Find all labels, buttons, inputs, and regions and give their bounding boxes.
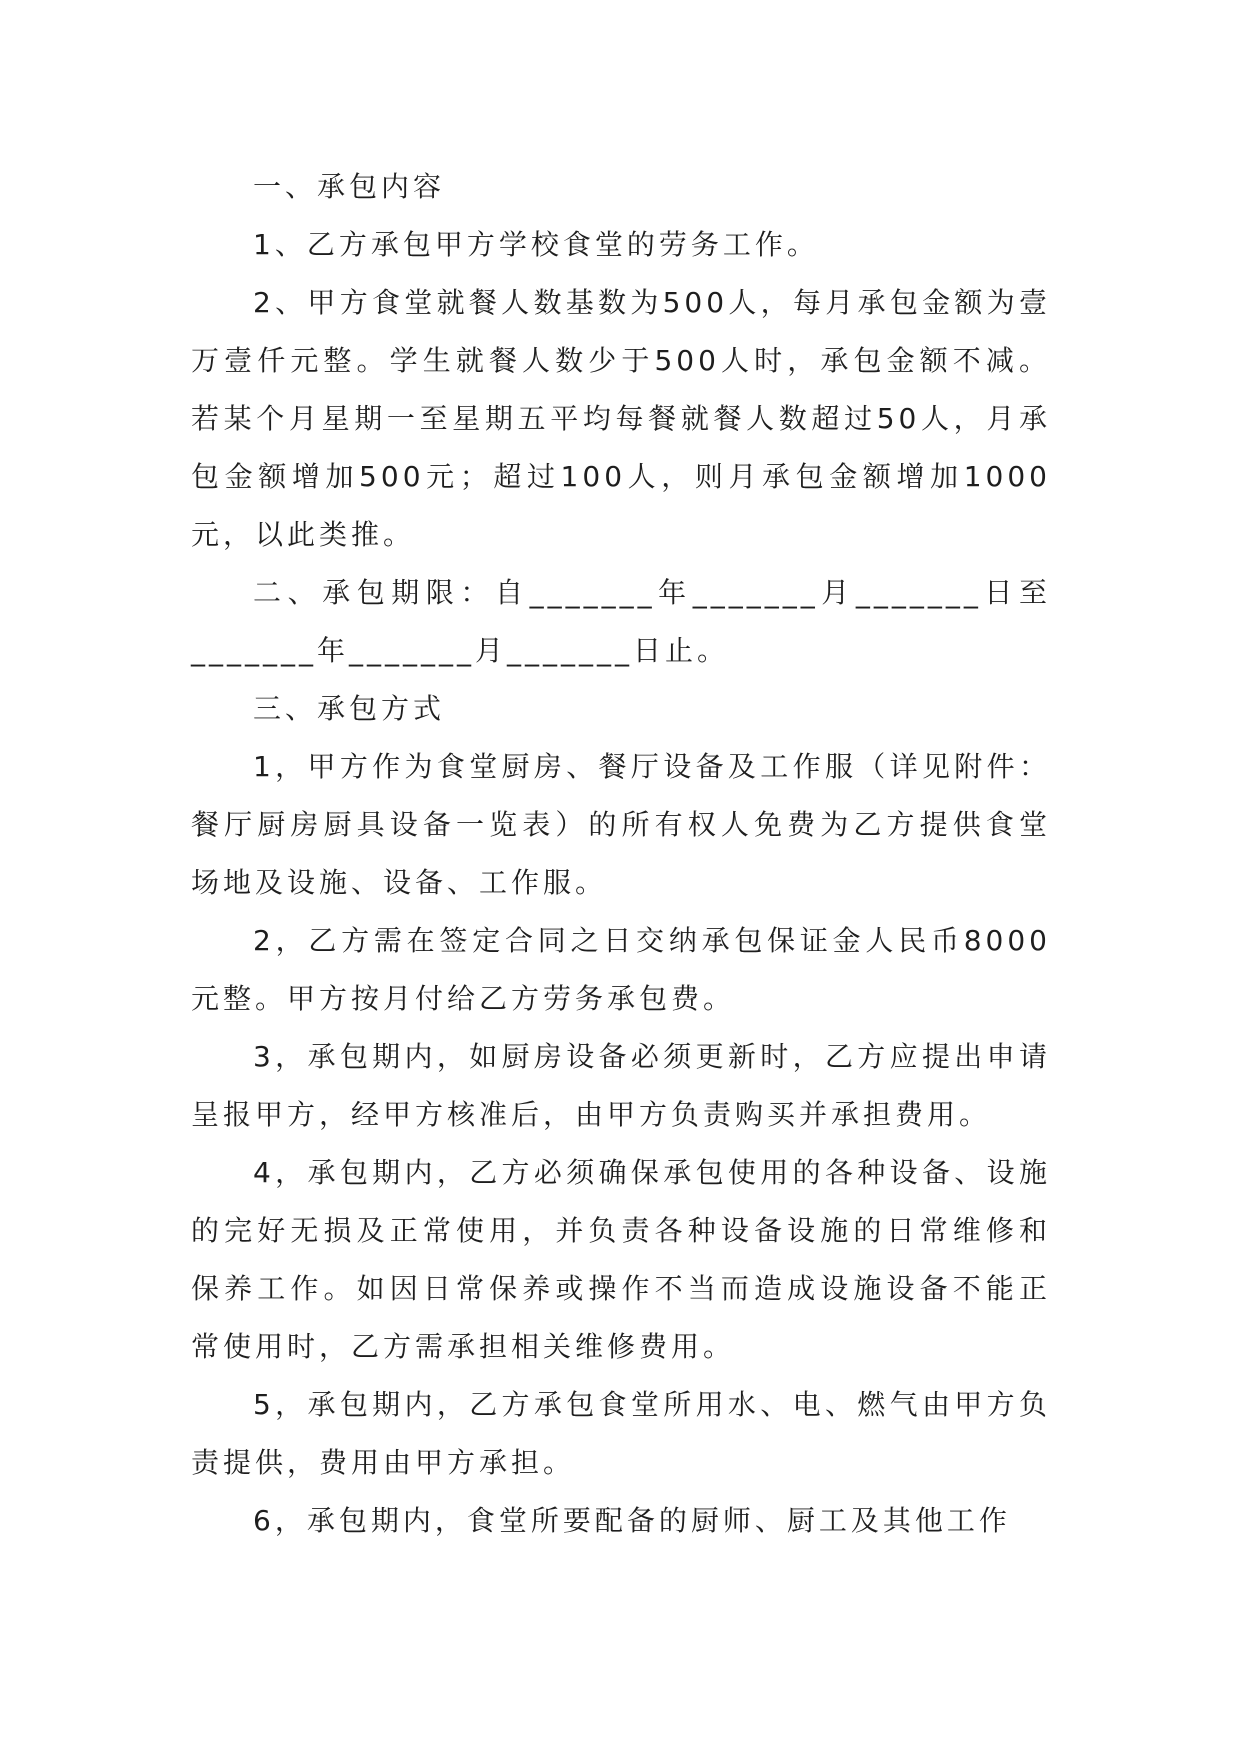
clause-3-1: 1，甲方作为食堂厨房、餐厅设备及工作服（详见附件：餐厅厨房厨具设备一览表）的所有权人免费为乙方提供食堂场地及设施、设备、工作服。 xyxy=(191,750,1051,899)
section-heading-contract-period: 二、承包期限：自_______年_______月_______日至_______年_______月_______日止。 xyxy=(191,576,1051,667)
clause-3-5: 5，承包期内，乙方承包食堂所用水、电、燃气由甲方负责提供，费用由甲方承担。 xyxy=(191,1388,1051,1479)
clause-3-6: 6，承包期内，食堂所要配备的厨师、厨工及其他工作 xyxy=(253,1504,1011,1537)
clause-1-1: 1、乙方承包甲方学校食堂的劳务工作。 xyxy=(253,228,819,261)
clause-3-2: 2，乙方需在签定合同之日交纳承包保证金人民币8000元整。甲方按月付给乙方劳务承包费。 xyxy=(191,924,1051,1015)
clause-1-2: 2、甲方食堂就餐人数基数为500人，每月承包金额为壹万壹仟元整。学生就餐人数少于500人时，承包金额不减。若某个月星期一至星期五平均每餐就餐人数超过50人，月承包金额增加500元；超过100人，则月承包金额增加1000元，以此类推。 xyxy=(191,286,1051,551)
clause-3-4: 4，承包期内，乙方必须确保承包使用的各种设备、设施的完好无损及正常使用，并负责各种设备设施的日常维修和保养工作。如因日常保养或操作不当而造成设施设备不能正常使用时，乙方需承担相关维修费用。 xyxy=(191,1156,1051,1363)
section-heading-contract-content: 一、承包内容 xyxy=(253,170,446,203)
document-body xyxy=(191,158,1051,1550)
clause-3-3: 3，承包期内，如厨房设备必须更新时，乙方应提出申请呈报甲方，经甲方核准后，由甲方负责购买并承担费用。 xyxy=(191,1040,1051,1131)
section-heading-contract-method: 三、承包方式 xyxy=(253,692,446,725)
